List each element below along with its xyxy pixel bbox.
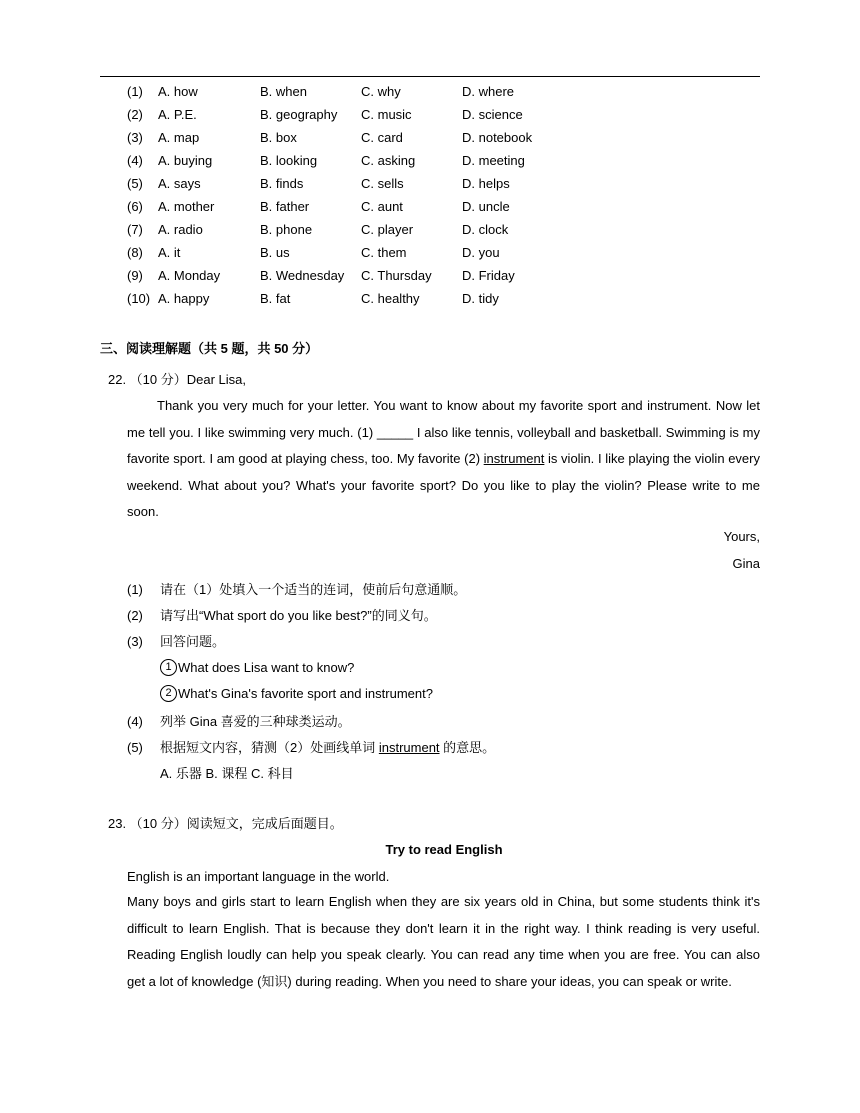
option-number: (1) bbox=[127, 84, 143, 99]
option-a: A. buying bbox=[158, 153, 213, 168]
subquestion-text: 回答问题。 bbox=[160, 634, 226, 649]
subquestion-number: (3) bbox=[127, 634, 143, 649]
option-number: (9) bbox=[127, 268, 143, 283]
subitem-text: What does Lisa want to know? bbox=[178, 660, 355, 675]
option-number: (10) bbox=[127, 291, 151, 306]
option-number: (4) bbox=[127, 153, 143, 168]
underlined-word: instrument bbox=[378, 740, 440, 755]
option-d: D. tidy bbox=[462, 291, 499, 306]
subquestion-number: (5) bbox=[127, 740, 143, 755]
subquestion-text-part: 根据短文内容，猜测（2）处画线单词 bbox=[160, 740, 379, 755]
option-b: B. finds bbox=[260, 176, 304, 191]
circled-number: 1 bbox=[160, 659, 177, 676]
option-c: C. them bbox=[361, 245, 407, 260]
option-b: B. box bbox=[260, 130, 297, 145]
subquestion-text bbox=[160, 735, 495, 761]
subquestion-text: 请写出“What sport do you like best?”的同义句。 bbox=[160, 608, 437, 623]
option-d: D. helps bbox=[462, 176, 510, 191]
option-c: C. Thursday bbox=[361, 268, 432, 283]
option-a: A. how bbox=[158, 84, 198, 99]
option-c: C. healthy bbox=[361, 291, 420, 306]
letter-text: is violin. I like playing the violin every weekend. What about you? What's your favorite sport? Do you like to play the violin? Please write to me soon. bbox=[127, 451, 760, 519]
subquestion-number: (2) bbox=[127, 608, 143, 623]
letter-signature: Gina bbox=[732, 556, 760, 571]
option-c: C. aunt bbox=[361, 199, 403, 214]
option-c: C. card bbox=[361, 130, 403, 145]
option-a: A. map bbox=[158, 130, 200, 145]
option-number: (5) bbox=[127, 176, 143, 191]
top-rule bbox=[100, 76, 760, 77]
question-23-header: 23. （10 分）阅读短文，完成后面题目。 bbox=[108, 816, 343, 831]
option-number: (2) bbox=[127, 107, 143, 122]
question-22-subquestions bbox=[0, 577, 860, 707]
subquestion-number: (1) bbox=[127, 582, 143, 597]
circled-number: 2 bbox=[160, 685, 177, 702]
option-a: A. Monday bbox=[158, 268, 221, 283]
passage-title: Try to read English bbox=[385, 842, 503, 857]
option-c: C. asking bbox=[361, 153, 416, 168]
subitem-1 bbox=[160, 655, 354, 681]
section-heading: 三、阅读理解题（共 5 题，共 50 分） bbox=[100, 341, 319, 356]
question-22-more bbox=[0, 709, 860, 789]
subquestion-text: 列举 Gina 喜爱的三种球类运动。 bbox=[160, 714, 351, 729]
option-b: B. phone bbox=[260, 222, 313, 237]
option-a: A. mother bbox=[158, 199, 215, 214]
subitem-2 bbox=[160, 681, 433, 707]
option-d: D. Friday bbox=[462, 268, 515, 283]
option-b: B. father bbox=[260, 199, 310, 214]
passage-paragraph: Many boys and girls start to learn English when they are six years old in China, but some students think it's difficult to learn English. That is because they don't learn it in the right way. I think reading is very useful. Reading English loudly can help you speak clearly. You can read any time when you are free. You can also get a lot of knowledge (知识) during reading. When you need to share your ideas, you can speak or write. bbox=[127, 894, 760, 989]
letter-text: Thank you very much for your letter. You want to know about my favorite sport and instrument. Now let me tell you. I like swimming very much. (1) _____ I also like tennis, volleyball and basketball. Swimming is my favorite sport. I am good at playing chess, too. My favorite (2) bbox=[127, 398, 760, 466]
option-c: C. player bbox=[361, 222, 414, 237]
subquestion-text-part: 的意思。 bbox=[439, 740, 496, 755]
option-a: A. it bbox=[158, 245, 181, 260]
option-c: C. why bbox=[361, 84, 401, 99]
option-a: A. radio bbox=[158, 222, 203, 237]
option-a: A. says bbox=[158, 176, 201, 191]
option-c: C. music bbox=[361, 107, 412, 122]
subquestion-number: (4) bbox=[127, 714, 143, 729]
option-d: D. science bbox=[462, 107, 523, 122]
option-a: A. happy bbox=[158, 291, 210, 306]
option-b: B. geography bbox=[260, 107, 338, 122]
letter-closing: Yours, bbox=[723, 529, 760, 544]
option-d: D. you bbox=[462, 245, 500, 260]
option-number: (8) bbox=[127, 245, 143, 260]
subitem-text: What's Gina's favorite sport and instrument? bbox=[178, 686, 433, 701]
option-b: B. looking bbox=[260, 153, 318, 168]
option-number: (3) bbox=[127, 130, 143, 145]
option-b: B. us bbox=[260, 245, 290, 260]
option-d: D. meeting bbox=[462, 153, 525, 168]
option-d: D. where bbox=[462, 84, 515, 99]
subquestion-text: 请在（1）处填入一个适当的连词，使前后句意通顺。 bbox=[160, 582, 467, 597]
passage-line: English is an important language in the world. bbox=[127, 869, 390, 884]
option-c: C. sells bbox=[361, 176, 404, 191]
option-b: B. Wednesday bbox=[260, 268, 345, 283]
answer-choices: A. 乐器 B. 课程 C. 科目 bbox=[160, 766, 294, 781]
option-d: D. clock bbox=[462, 222, 509, 237]
option-d: D. notebook bbox=[462, 130, 533, 145]
question-22-header: 22. （10 分）Dear Lisa, bbox=[108, 372, 247, 387]
option-b: B. fat bbox=[260, 291, 291, 306]
option-b: B. when bbox=[260, 84, 307, 99]
option-d: D. uncle bbox=[462, 199, 510, 214]
option-number: (6) bbox=[127, 199, 143, 214]
option-number: (7) bbox=[127, 222, 143, 237]
letter-body bbox=[127, 393, 760, 526]
option-a: A. P.E. bbox=[158, 107, 197, 122]
underlined-word: instrument bbox=[483, 451, 545, 466]
